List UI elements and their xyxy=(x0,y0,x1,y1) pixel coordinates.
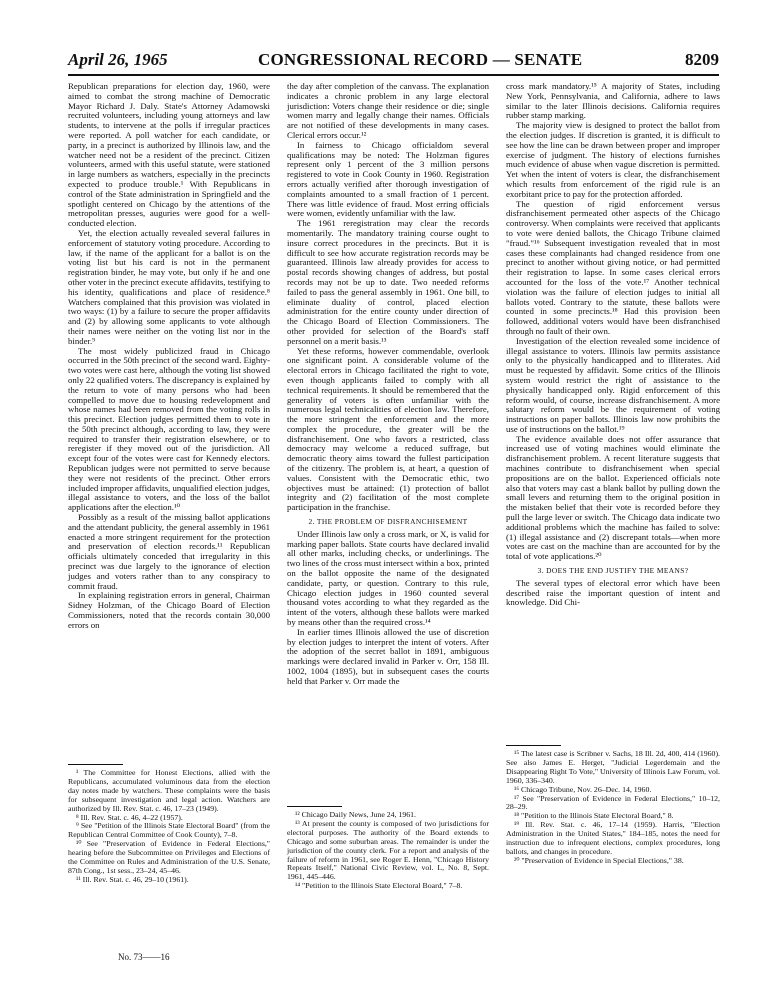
footnote-rule xyxy=(287,806,342,807)
column-3-footnotes xyxy=(506,745,720,866)
paragraph: In explaining registration errors in general, Chairman Sidney Holzman, of the Chicago Board of Election Commissioners, noted that the records contain 30,000 errors on xyxy=(68,590,270,630)
footnote: ¹⁸ "Petition to the Illinois State Electoral Board," 8. xyxy=(514,811,674,821)
section-heading: 2. THE PROBLEM OF DISFRANCHISEMENT xyxy=(308,517,468,527)
footnote: ¹¹ Ill. Rev. Stat. c. 46, 29–10 (1961). xyxy=(76,874,189,884)
paragraph: Possibly as a result of the missing ballot applications and the attendant publicity, the general assembly in 1961 enacted a more stringent requirement for the protection and preservation of election records.¹¹ Republican officials ultimately conceded that irregularity in this precinct was due largely to the ignorance of election judges and voters rather than to any conspiracy to commit fraud. xyxy=(68,512,270,591)
header-title: CONGRESSIONAL RECORD — SENATE xyxy=(258,50,583,69)
header-date: April 26, 1965 xyxy=(68,50,168,69)
column-2 xyxy=(287,82,489,687)
paragraph: Under Illinois law only a cross mark, or X, is valid for marking paper ballots. State courts have declared invalid all other marks, including checks, or underlinings. The two lines of the cross must intersect within a box, printed on the ballot opposite the name of the designated candidate, party, or question. Contrary to this rule, Chicago election judges in 1960 counted several thousand votes according to what they regarded as the intent of the voters, although these ballots were marked by means other than the required cross.¹⁴ xyxy=(287,528,489,628)
footnote-rule xyxy=(506,745,561,746)
footnote: ¹ The Committee for Honest Elections, allied with the Republicans, accumulated voluminous data from the election day notes made by watchers. These complaints were the basis for subsequent investigation and legal action. Watchers are authorized by Ill. Rev. Stat. c. 46, 17–23 (1949). xyxy=(68,768,270,813)
paragraph: cross mark mandatory.¹⁵ A majority of States, including New York, Pennsylvania, and California, adhere to laws similar to the later Illinois decisions. California requires rubber stamp marking. xyxy=(506,81,720,121)
paragraph: In fairness to Chicago officialdom several qualifications may be noted: The Holzman figures represent only 1 percent of the 3 million persons registered to vote in Cook County in 1960. Registration errors actually verified after thorough investigation of complaints amounted to a small fraction of 1 percent. There was little evidence of fraud. Most erring officials were women, evidently unfamiliar with the law. xyxy=(287,139,489,219)
footnote: ¹⁹ Ill. Rev. Stat. c. 46, 17–14 (1959). Harris, "Election Administration in the United States," 184–185, notes the need for instruction due to infrequent elections, complex procedures, long ballots, and changes in procedure. xyxy=(506,820,720,856)
footnote: ¹⁰ See "Preservation of Evidence in Federal Elections," hearing before the Subcommittee on Privileges and Elections of the Committee on Rules and Administration of the U.S. Senate, 87th Cong., 1st sess., 23–24, 45–46. xyxy=(68,839,270,875)
page-number-footer: No. 73——16 xyxy=(118,952,170,962)
footnote: ¹⁴ "Petition to the Illinois State Electoral Board," 7–8. xyxy=(295,881,463,891)
column-1 xyxy=(68,82,270,631)
paragraph: The 1961 reregistration may clear the records momentarily. The mandatory training course ought to insure correct procedures in the precincts. But it is difficult to see how accurate registration records may be guaranteed. Illinois law already provides for access to postal records showing changes of address, but postal records may not be up to date. Two needed reforms failed to pass the general assembly in 1961. One bill, to eliminate duality of control, placed election administration for the entire county under direction of the Chicago Board of Election Commissioners. The other provided for selection of the Board's staff personnel on a merit basis.¹³ xyxy=(287,218,489,346)
paragraph: Republican preparations for election day, 1960, were aimed to combat the strong machine of Democratic Mayor Richard J. Daly. State's Attorney Adamowski recruited volunteers, including young attorneys and law students, to intervene at the polls if irregular practices were reported. A poll watcher for each candidate, or party, in a precinct is authorized by Illinois law, and the watcher need not be a resident of the precinct. Citizen volunteers, armed with this useful statute, were stationed in large numbers as watchers, especially in the precincts expected to produce trouble.¹ With Republicans in control of the State administration in Springfield and the spotlight centered on Chicago by the attentions of the metropolitan presses, auguries were good for a well-conducted election. xyxy=(68,81,270,229)
paragraph: Yet, the election actually revealed several failures in enforcement of statutory voting procedure. According to law, if the name of the applicant for a ballot is on the voting list but his card is not in the permanent registration binder, he may vote, but only if he and one other voter in the precinct execute affidavits, testifying to his identity, qualifications and place of residence.⁸ Watchers complained that this provision was violated in two ways: (1) by a failure to secure the proper affidavits and (2) by allowing some applicants to vote although their names were neither on the voting list nor in the binder.⁹ xyxy=(68,227,270,346)
column-1-footnotes xyxy=(68,764,270,885)
footnote: ¹⁷ See "Preservation of Evidence in Federal Elections," 10–12, 28–29. xyxy=(506,793,720,812)
paragraph: The most widely publicized fraud in Chicago occurred in the 50th precinct of the second ward. Eighty-two votes were cast here, although the voting list showed only 22 qualified voters. The discrepancy is explained by the return to vote of many persons who had been compelled to move due to housing redevelopment and whose names had been removed from the voting rolls in this precinct. Election judges permitted them to vote in the 50th precinct although, according to law, they were required to transfer their registration elsewhere, or to reregister if they moved out of the jurisdiction. All except four of the votes were cast for Kennedy electors. Republican judges were not permitted to serve because they were not residents of the precinct. Other errors included improper affidavits, unqualified election judges, illegal assistance to voters, and the loss of the ballot applications after the election.¹⁰ xyxy=(68,345,270,513)
footnote: ⁸ Ill. Rev. Stat. c. 46, 4–22 (1957). xyxy=(76,812,183,822)
paragraph: The question of rigid enforcement versus disfranchisement permeated other aspects of the Chicago controversy. When complaints were received that applicants to vote were denied ballots, the Chicago Tribune claimed "fraud."¹⁶ Subsequent investigation revealed that in most cases these complainants had changed residence from one precinct to another without giving notice, or had permitted their registration to lapse. In some cases clerical errors accounted for the loss of the vote.¹⁷ Another technical violation was the failure of election judges to initial all ballots voted. Contrary to the statute, these ballots were counted in some precincts.¹⁸ Had this provision been followed, additional voters would have been disfranchised through no fault of their own. xyxy=(506,198,720,336)
paragraph: The majority view is designed to protect the ballot from the election judges. If discretion is granted, it is difficult to see how the line can be drawn between proper and improper exercise of judgment. The history of elections furnishes much evidence of abuse when vague discretion is permitted. Yet when the intent of voters is clear, the disfranchisement which results from enforcement of the rigid rule is an exorbitant price to pay for the protection afforded. xyxy=(506,120,720,199)
footnote-rule xyxy=(68,764,123,765)
paragraph: Yet these reforms, however commendable, overlook one significant point. A considerable volume of the electoral errors in Chicago facilitated the right to vote, even though applicants failed to comply with all technical requirements. It should be remembered that the generality of voters is often unfamiliar with the numerous legal technicalities of election law. Therefore, the more stringent the enforcement and the more complex the procedure, the greater will be the disfranchisement. One who favors a restricted, class democracy may welcome a reduced suffrage, but democratic theory aims toward the fullest participation of the citizenry. The problem is, at heart, a question of values. Consistent with the Democratic ethic, two objectives must be attained: (1) protection of ballot integrity and (2) facilitation of the most complete participation in the franchise. xyxy=(287,345,489,513)
footnote: ¹² Chicago Daily News, June 24, 1961. xyxy=(295,810,416,819)
footnote: ¹⁶ Chicago Tribune, Nov. 26–Dec. 14, 1960. xyxy=(514,784,652,794)
paragraph: The evidence available does not offer assurance that increased use of voting machines would eliminate the disfranchisement problem. A recent literature suggests that machines contribute to disfranchisement when special propositions are on the ballot. Experienced officials note also that voters may cast a blank ballot by pulling down the small levers and returning them to the original position in the mistaken belief that their vote is recorded before they pull the large lever or switch. The Chicago data indicate two additional problems which the machine has failed to solve: (1) illegal assistance and (2) discrepant totals—when more votes are cast on the machine than are accounted for by the total of vote applications.²⁰ xyxy=(506,433,720,562)
footnote: ¹⁵ The latest case is Scribner v. Sachs, 18 Ill. 2d, 400, 414 (1960). See also James E. Herget, "Judicial Legerdemain and the Disappearing Right To Vote," University of Illinois Law Forum, vol. 1960, 336–340. xyxy=(506,749,720,785)
column-3 xyxy=(506,82,720,608)
footnote: ¹³ At present the county is composed of two jurisdictions for electoral purposes. The authority of the Board extends to Chicago and some suburban areas. The remainder is under the jurisdiction of the county clerk. For a report and analysis of the failure of reform in 1961, see Roger E. Henn, "Chicago History Repeats Itself," National Civic Review, vol. L, No. 8, Sept. 1961, 445–446. xyxy=(287,818,489,882)
paragraph: the day after completion of the canvass. The explanation indicates a chronic problem in any large electoral jurisdiction: Voters change their residence or die; single women marry and legally change their names. Officials are not notified of these developments in many cases. Clerical errors occur.¹² xyxy=(287,81,489,140)
column-2-footnotes xyxy=(287,806,489,891)
footnote: ⁹ See "Petition of the Illinois State Electoral Board" (from the Republican Central Committee of Cook County), 7–8. xyxy=(68,821,270,840)
header-page-number: 8209 xyxy=(685,50,719,69)
paragraph: In earlier times Illinois allowed the use of discretion by election judges to interpret the intent of voters. After the adoption of the secret ballot in 1891, ambiguous markings were declared invalid in Parker v. Orr, 158 Ill. 1002, 1004 (1895), but in subsequent cases the courts held that Parker v. Orr made the xyxy=(287,626,489,686)
paragraph: The several types of electoral error which have been described raise the important question of intent and knowledge. Did Chi- xyxy=(506,577,720,608)
footnote: ²⁰ "Preservation of Evidence in Special Elections," 38. xyxy=(514,855,684,865)
paragraph: Investigation of the election revealed some incidence of illegal assistance to voters. Illinois law permits assistance only to the physically handicapped and to illiterates. Aid must be requested by affidavit. Some critics of the Illinois system would restrict the right of assistance to the physically handicapped only. Rigid enforcement of this reform would, of course, increase disfranchisement. A more salutary reform would be the requirement of voting instructions on paper ballots. Illinois law now prohibits the use of instructions on the ballot.¹⁹ xyxy=(506,335,720,434)
header-rule xyxy=(68,74,719,76)
section-heading: 3. DOES THE END JUSTIFY THE MEANS? xyxy=(537,566,689,576)
